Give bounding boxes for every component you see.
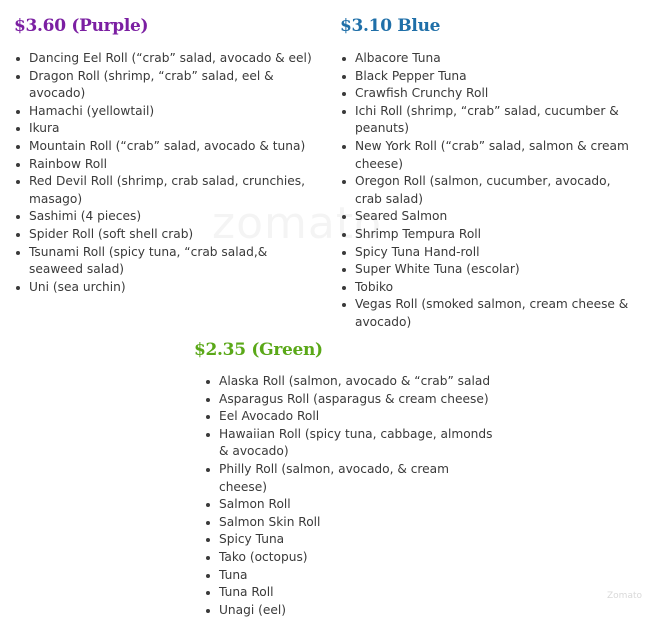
- menu-item: Ikura: [14, 120, 314, 138]
- menu-item: Hamachi (yellowtail): [14, 103, 314, 121]
- menu-item: Asparagus Roll (asparagus & cream cheese): [204, 391, 494, 409]
- blue-price-section: [340, 14, 632, 332]
- menu-item: Oregon Roll (salmon, cucumber, avocado, crab salad): [340, 173, 632, 208]
- menu-item: Dancing Eel Roll (“crab” salad, avocado & eel): [14, 50, 314, 68]
- menu-item: Spicy Tuna Hand-roll: [340, 244, 632, 262]
- menu-item: Unagi (eel): [204, 602, 494, 619]
- credit-text: Zomato: [607, 591, 642, 601]
- menu-item: Philly Roll (salmon, avocado, & cream cheese): [204, 461, 494, 496]
- menu-item: Salmon Roll: [204, 496, 494, 514]
- green-item-list: [204, 373, 494, 619]
- menu-item: Super White Tuna (escolar): [340, 261, 632, 279]
- menu-item: Mountain Roll (“crab” salad, avocado & tuna): [14, 138, 314, 156]
- menu-item: Sashimi (4 pieces): [14, 208, 314, 226]
- green-price-section: [194, 338, 494, 619]
- menu-item: Salmon Skin Roll: [204, 514, 494, 532]
- blue-item-list: [340, 50, 632, 332]
- menu-item: Crawfish Crunchy Roll: [340, 85, 632, 103]
- menu-item: Tsunami Roll (spicy tuna, “crab salad,& seaweed salad): [14, 244, 314, 279]
- menu-item: Vegas Roll (smoked salmon, cream cheese & avocado): [340, 296, 632, 331]
- menu-item: Ichi Roll (shrimp, “crab” salad, cucumber & peanuts): [340, 103, 632, 138]
- menu-item: Tobiko: [340, 279, 632, 297]
- menu-item: New York Roll (“crab” salad, salmon & cream cheese): [340, 138, 632, 173]
- purple-price-heading: $3.60 (Purple): [14, 16, 149, 36]
- blue-price-heading: $3.10 Blue: [340, 16, 441, 36]
- purple-item-list: [14, 50, 314, 296]
- purple-price-section: [14, 14, 314, 296]
- menu-item: Tuna Roll: [204, 584, 494, 602]
- menu-item: Eel Avocado Roll: [204, 408, 494, 426]
- menu-item: Alaska Roll (salmon, avocado & “crab” salad: [204, 373, 494, 391]
- menu-item: Spicy Tuna: [204, 531, 494, 549]
- menu-item: Shrimp Tempura Roll: [340, 226, 632, 244]
- menu-item: Hawaiian Roll (spicy tuna, cabbage, almonds & avocado): [204, 426, 494, 461]
- menu-item: Albacore Tuna: [340, 50, 632, 68]
- menu-item: Dragon Roll (shrimp, “crab” salad, eel & avocado): [14, 68, 314, 103]
- menu-item: Tako (octopus): [204, 549, 494, 567]
- menu-item: Uni (sea urchin): [14, 279, 314, 297]
- menu-item: Rainbow Roll: [14, 156, 314, 174]
- menu-item: Tuna: [204, 567, 494, 585]
- menu-item: Seared Salmon: [340, 208, 632, 226]
- menu-item: Red Devil Roll (shrimp, crab salad, crunchies, masago): [14, 173, 314, 208]
- menu-item: Black Pepper Tuna: [340, 68, 632, 86]
- menu-item: Spider Roll (soft shell crab): [14, 226, 314, 244]
- green-price-heading: $2.35 (Green): [194, 340, 323, 360]
